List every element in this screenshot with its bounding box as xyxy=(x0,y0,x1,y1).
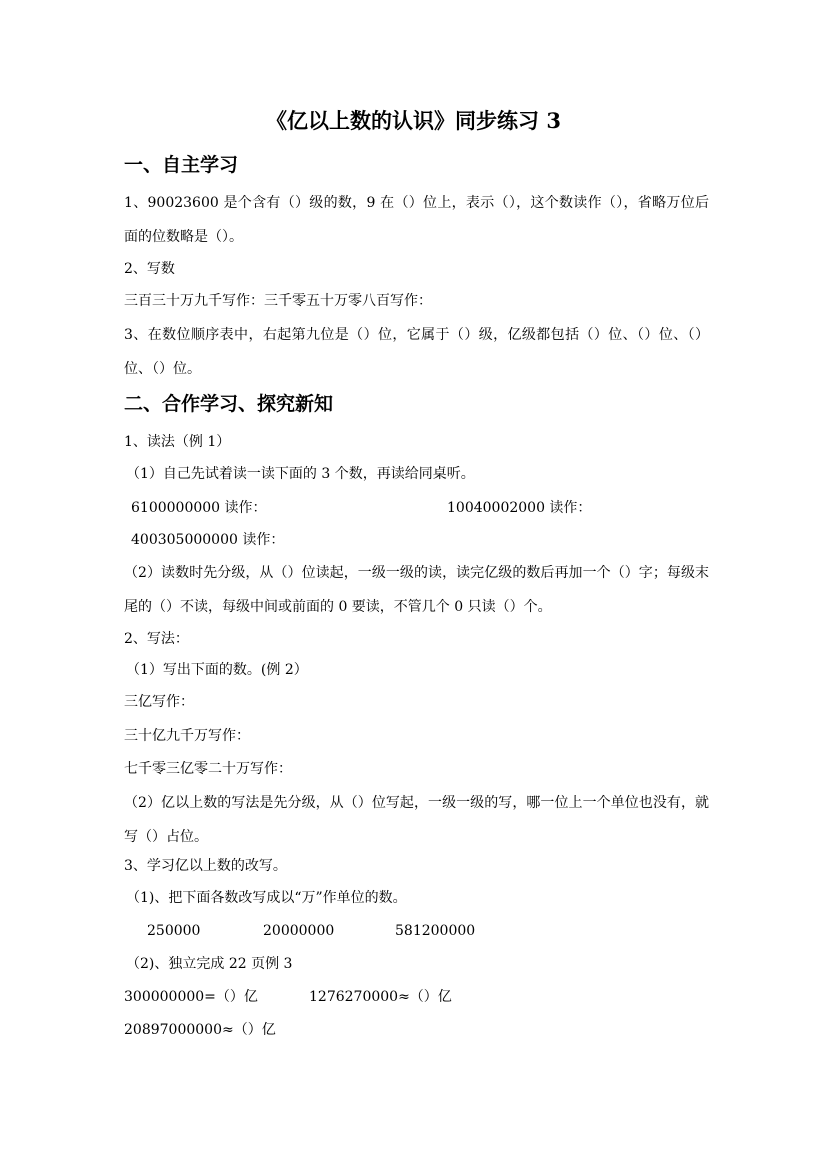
question-3: 3、在数位顺序表中，右起第九位是（）位，它属于（）级，亿级都包括（）位、（）位、（）位、（）位。 xyxy=(124,327,709,377)
writing-line-1: 三亿写作： xyxy=(124,694,194,710)
rewrite-expression-3: 20897000000≈（）亿 xyxy=(124,1022,276,1038)
rewrite-number-3: 581200000 xyxy=(395,923,476,939)
rewrite-number-2: 20000000 xyxy=(263,923,335,939)
section-heading-cooperative-study: 二、合作学习、探究新知 xyxy=(124,393,334,415)
question-2-label: 2、写数 xyxy=(124,261,175,277)
rewrite-label: 3、学习亿以上数的改写。 xyxy=(124,858,287,874)
page-title: 《亿以上数的认识》同步练习 3 xyxy=(266,108,561,133)
writing-label: 2、写法： xyxy=(124,631,189,647)
question-2-content: 三百三十万九千写作：三千零五十万零八百写作： xyxy=(124,293,432,309)
reading-number-2: 10040002000 读作： xyxy=(447,500,592,516)
reading-number-1: 6100000000 读作： xyxy=(131,500,267,516)
rewrite-number-1: 250000 xyxy=(147,923,201,939)
reading-number-3: 400305000000 读作： xyxy=(131,532,285,548)
rewrite-expression-1: 300000000=（）亿 xyxy=(124,989,258,1005)
question-1: 1、90023600 是个含有（）级的数，9 在（）位上，表示（），这个数读作（），省略万位后面的位数略是（）。 xyxy=(124,195,709,245)
writing-line-3: 七千零三亿零二十万写作： xyxy=(124,761,292,777)
reading-item-1: （1）自己先试着读一读下面的 3 个数，再读给同桌听。 xyxy=(126,466,475,482)
writing-item-1: （1）写出下面的数。(例 2） xyxy=(126,662,308,678)
writing-line-2: 三十亿九千万写作： xyxy=(124,728,250,744)
reading-label: 1、读法（例 1） xyxy=(124,434,231,450)
rewrite-item-2: （2)、独立完成 22 页例 3 xyxy=(126,956,293,972)
section-heading-self-study: 一、自主学习 xyxy=(124,154,239,176)
rewrite-item-1: （1)、把下面各数改写成以“万”作单位的数。 xyxy=(126,890,407,906)
reading-item-2: （2）读数时先分级，从（）位读起，一级一级的读，读完亿级的数后再加一个（）字；每级末尾的（）不读，每级中间或前面的 0 要读，不管几个 0 只读（）个。 xyxy=(124,565,709,615)
writing-item-2: （2）亿以上数的写法是先分级，从（）位写起，一级一级的写，哪一位上一个单位也没有，就写（）占位。 xyxy=(124,795,709,845)
rewrite-expression-2: 1276270000≈（）亿 xyxy=(309,989,452,1005)
